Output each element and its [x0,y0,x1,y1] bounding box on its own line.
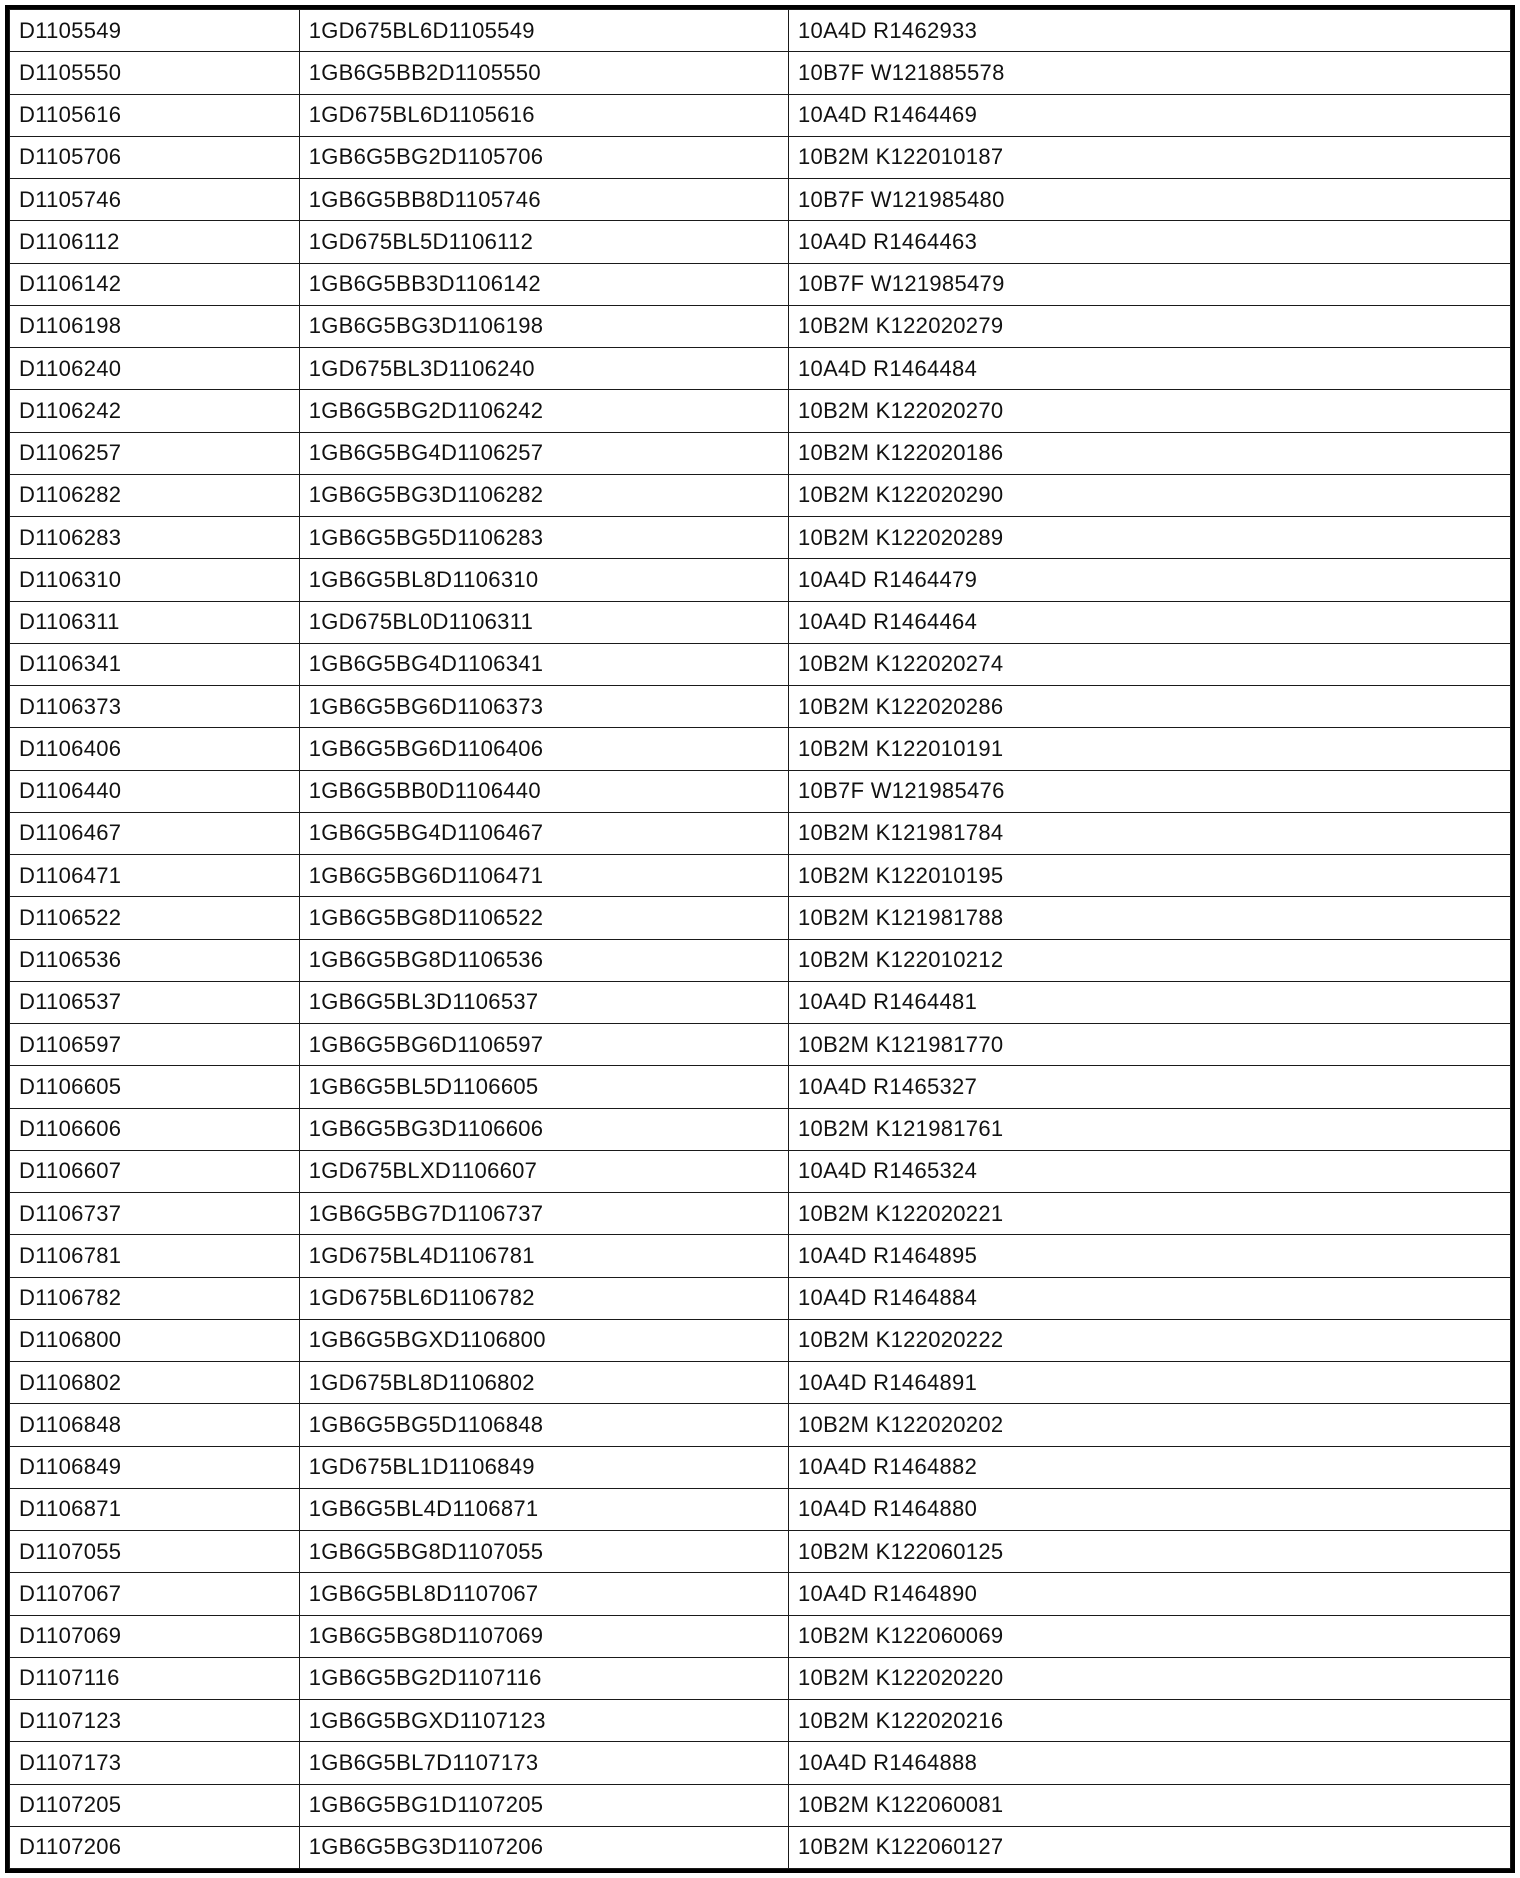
cell-vin: 1GD675BL1D1106849 [299,1446,788,1488]
cell-code: 10A4D R1464884 [789,1277,1511,1319]
cell-id: D1106781 [10,1235,300,1277]
table-row [10,1488,1511,1530]
table-row [10,517,1511,559]
cell-id: D1106240 [10,348,300,390]
cell-code: 10B2M K122020186 [789,432,1511,474]
cell-id: D1106467 [10,812,300,854]
cell-code: 10A4D R1464888 [789,1742,1511,1784]
cell-vin: 1GB6G5BG2D1107116 [299,1657,788,1699]
table-row [10,1784,1511,1826]
cell-code: 10A4D R1464469 [789,94,1511,136]
table-row [10,1066,1511,1108]
cell-code: 10A4D R1464882 [789,1446,1511,1488]
cell-vin: 1GB6G5BG3D1107206 [299,1826,788,1868]
cell-code: 10B2M K122020274 [789,643,1511,685]
cell-vin: 1GB6G5BG2D1106242 [299,390,788,432]
cell-id: D1106802 [10,1362,300,1404]
cell-vin: 1GB6G5BL4D1106871 [299,1488,788,1530]
cell-vin: 1GB6G5BG7D1106737 [299,1193,788,1235]
cell-id: D1106597 [10,1024,300,1066]
table-row [10,179,1511,221]
table-row [10,1024,1511,1066]
table-row [10,643,1511,685]
cell-id: D1105746 [10,179,300,221]
cell-id: D1107205 [10,1784,300,1826]
cell-vin: 1GD675BLXD1106607 [299,1150,788,1192]
table-row [10,728,1511,770]
cell-vin: 1GB6G5BB0D1106440 [299,770,788,812]
cell-code: 10B7F W121885578 [789,52,1511,94]
cell-vin: 1GB6G5BG8D1106536 [299,939,788,981]
cell-vin: 1GB6G5BG4D1106467 [299,812,788,854]
cell-code: 10A4D R1464479 [789,559,1511,601]
cell-vin: 1GB6G5BG8D1107055 [299,1531,788,1573]
cell-vin: 1GB6G5BG3D1106282 [299,474,788,516]
cell-id: D1105616 [10,94,300,136]
cell-code: 10A4D R1465324 [789,1150,1511,1192]
cell-code: 10A4D R1464880 [789,1488,1511,1530]
cell-code: 10B2M K122020222 [789,1319,1511,1361]
cell-code: 10B2M K122020202 [789,1404,1511,1446]
table-row [10,474,1511,516]
cell-id: D1106311 [10,601,300,643]
cell-code: 10B2M K122010187 [789,136,1511,178]
table-row [10,897,1511,939]
table-body [10,10,1511,1869]
cell-id: D1106606 [10,1108,300,1150]
cell-id: D1106406 [10,728,300,770]
cell-code: 10B2M K121981770 [789,1024,1511,1066]
cell-vin: 1GB6G5BG5D1106283 [299,517,788,559]
cell-code: 10B2M K122020289 [789,517,1511,559]
table-row [10,1615,1511,1657]
cell-id: D1106471 [10,855,300,897]
cell-vin: 1GB6G5BG6D1106597 [299,1024,788,1066]
cell-id: D1106800 [10,1319,300,1361]
cell-code: 10B2M K122020279 [789,305,1511,347]
vehicle-table-border [5,5,1515,1873]
table-row [10,390,1511,432]
cell-vin: 1GD675BL6D1105616 [299,94,788,136]
table-row [10,305,1511,347]
cell-id: D1106142 [10,263,300,305]
table-row [10,1573,1511,1615]
cell-id: D1107055 [10,1531,300,1573]
cell-code: 10A4D R1465327 [789,1066,1511,1108]
cell-vin: 1GB6G5BL3D1106537 [299,981,788,1023]
cell-code: 10B2M K122060125 [789,1531,1511,1573]
cell-code: 10A4D R1464481 [789,981,1511,1023]
cell-code: 10A4D R1464463 [789,221,1511,263]
cell-id: D1106242 [10,390,300,432]
table-row [10,1319,1511,1361]
table-row [10,855,1511,897]
cell-vin: 1GB6G5BGXD1106800 [299,1319,788,1361]
cell-code: 10B2M K122010191 [789,728,1511,770]
cell-code: 10B2M K122020216 [789,1700,1511,1742]
table-row [10,221,1511,263]
cell-vin: 1GB6G5BB2D1105550 [299,52,788,94]
cell-vin: 1GB6G5BG4D1106257 [299,432,788,474]
cell-code: 10B2M K122020221 [789,1193,1511,1235]
cell-id: D1106283 [10,517,300,559]
cell-code: 10B2M K121981788 [789,897,1511,939]
cell-id: D1107116 [10,1657,300,1699]
cell-vin: 1GB6G5BB3D1106142 [299,263,788,305]
table-row [10,939,1511,981]
cell-code: 10B2M K122020270 [789,390,1511,432]
cell-vin: 1GD675BL5D1106112 [299,221,788,263]
cell-code: 10B2M K122060127 [789,1826,1511,1868]
table-row [10,601,1511,643]
table-row [10,432,1511,474]
cell-vin: 1GB6G5BL5D1106605 [299,1066,788,1108]
table-row [10,136,1511,178]
cell-id: D1105706 [10,136,300,178]
cell-vin: 1GB6G5BG6D1106373 [299,686,788,728]
cell-vin: 1GB6G5BL8D1107067 [299,1573,788,1615]
cell-id: D1106310 [10,559,300,601]
cell-id: D1105549 [10,10,300,52]
cell-id: D1106607 [10,1150,300,1192]
cell-id: D1107206 [10,1826,300,1868]
cell-vin: 1GB6G5BG3D1106606 [299,1108,788,1150]
cell-id: D1106782 [10,1277,300,1319]
table-row [10,1742,1511,1784]
cell-id: D1106605 [10,1066,300,1108]
cell-vin: 1GB6G5BG5D1106848 [299,1404,788,1446]
table-row [10,812,1511,854]
cell-vin: 1GB6G5BG1D1107205 [299,1784,788,1826]
cell-vin: 1GB6G5BG2D1105706 [299,136,788,178]
cell-vin: 1GB6G5BL8D1106310 [299,559,788,601]
table-row [10,1700,1511,1742]
table-row [10,1657,1511,1699]
cell-vin: 1GD675BL4D1106781 [299,1235,788,1277]
table-row [10,10,1511,52]
table-row [10,1193,1511,1235]
cell-vin: 1GB6G5BG6D1106471 [299,855,788,897]
table-row [10,1404,1511,1446]
cell-vin: 1GB6G5BGXD1107123 [299,1700,788,1742]
cell-id: D1106737 [10,1193,300,1235]
cell-vin: 1GD675BL0D1106311 [299,601,788,643]
cell-id: D1106257 [10,432,300,474]
cell-vin: 1GD675BL6D1106782 [299,1277,788,1319]
cell-id: D1105550 [10,52,300,94]
table-row [10,1277,1511,1319]
cell-id: D1107173 [10,1742,300,1784]
cell-code: 10A4D R1464895 [789,1235,1511,1277]
cell-id: D1107067 [10,1573,300,1615]
table-row [10,981,1511,1023]
cell-id: D1106440 [10,770,300,812]
cell-code: 10B2M K121981784 [789,812,1511,854]
table-row [10,686,1511,728]
table-row [10,1531,1511,1573]
cell-id: D1106849 [10,1446,300,1488]
cell-vin: 1GB6G5BG3D1106198 [299,305,788,347]
cell-id: D1106198 [10,305,300,347]
cell-code: 10B2M K122010212 [789,939,1511,981]
cell-code: 10A4D R1464484 [789,348,1511,390]
table-row [10,263,1511,305]
cell-code: 10B7F W121985476 [789,770,1511,812]
cell-code: 10B2M K122060081 [789,1784,1511,1826]
cell-code: 10A4D R1464464 [789,601,1511,643]
table-row [10,1362,1511,1404]
table-row [10,52,1511,94]
cell-id: D1106341 [10,643,300,685]
cell-id: D1106112 [10,221,300,263]
table-row [10,1150,1511,1192]
cell-code: 10A4D R1462933 [789,10,1511,52]
table-row [10,770,1511,812]
cell-code: 10B2M K122020290 [789,474,1511,516]
table-row [10,559,1511,601]
cell-vin: 1GB6G5BL7D1107173 [299,1742,788,1784]
cell-vin: 1GB6G5BG4D1106341 [299,643,788,685]
cell-code: 10B7F W121985480 [789,179,1511,221]
cell-code: 10B2M K122060069 [789,1615,1511,1657]
cell-code: 10B2M K122010195 [789,855,1511,897]
cell-id: D1106536 [10,939,300,981]
cell-code: 10B2M K122020220 [789,1657,1511,1699]
table-row [10,1446,1511,1488]
cell-id: D1106537 [10,981,300,1023]
cell-id: D1107069 [10,1615,300,1657]
cell-id: D1106373 [10,686,300,728]
cell-id: D1106522 [10,897,300,939]
table-row [10,1826,1511,1868]
cell-id: D1106871 [10,1488,300,1530]
cell-id: D1106848 [10,1404,300,1446]
cell-vin: 1GB6G5BB8D1105746 [299,179,788,221]
table-row [10,94,1511,136]
cell-id: D1107123 [10,1700,300,1742]
cell-code: 10A4D R1464890 [789,1573,1511,1615]
cell-code: 10A4D R1464891 [789,1362,1511,1404]
cell-code: 10B2M K122020286 [789,686,1511,728]
cell-code: 10B7F W121985479 [789,263,1511,305]
table-row [10,1235,1511,1277]
cell-id: D1106282 [10,474,300,516]
cell-vin: 1GD675BL3D1106240 [299,348,788,390]
cell-code: 10B2M K121981761 [789,1108,1511,1150]
cell-vin: 1GB6G5BG8D1107069 [299,1615,788,1657]
table-row [10,348,1511,390]
cell-vin: 1GD675BL6D1105549 [299,10,788,52]
vehicle-table [9,9,1511,1869]
cell-vin: 1GB6G5BG8D1106522 [299,897,788,939]
cell-vin: 1GD675BL8D1106802 [299,1362,788,1404]
cell-vin: 1GB6G5BG6D1106406 [299,728,788,770]
table-row [10,1108,1511,1150]
